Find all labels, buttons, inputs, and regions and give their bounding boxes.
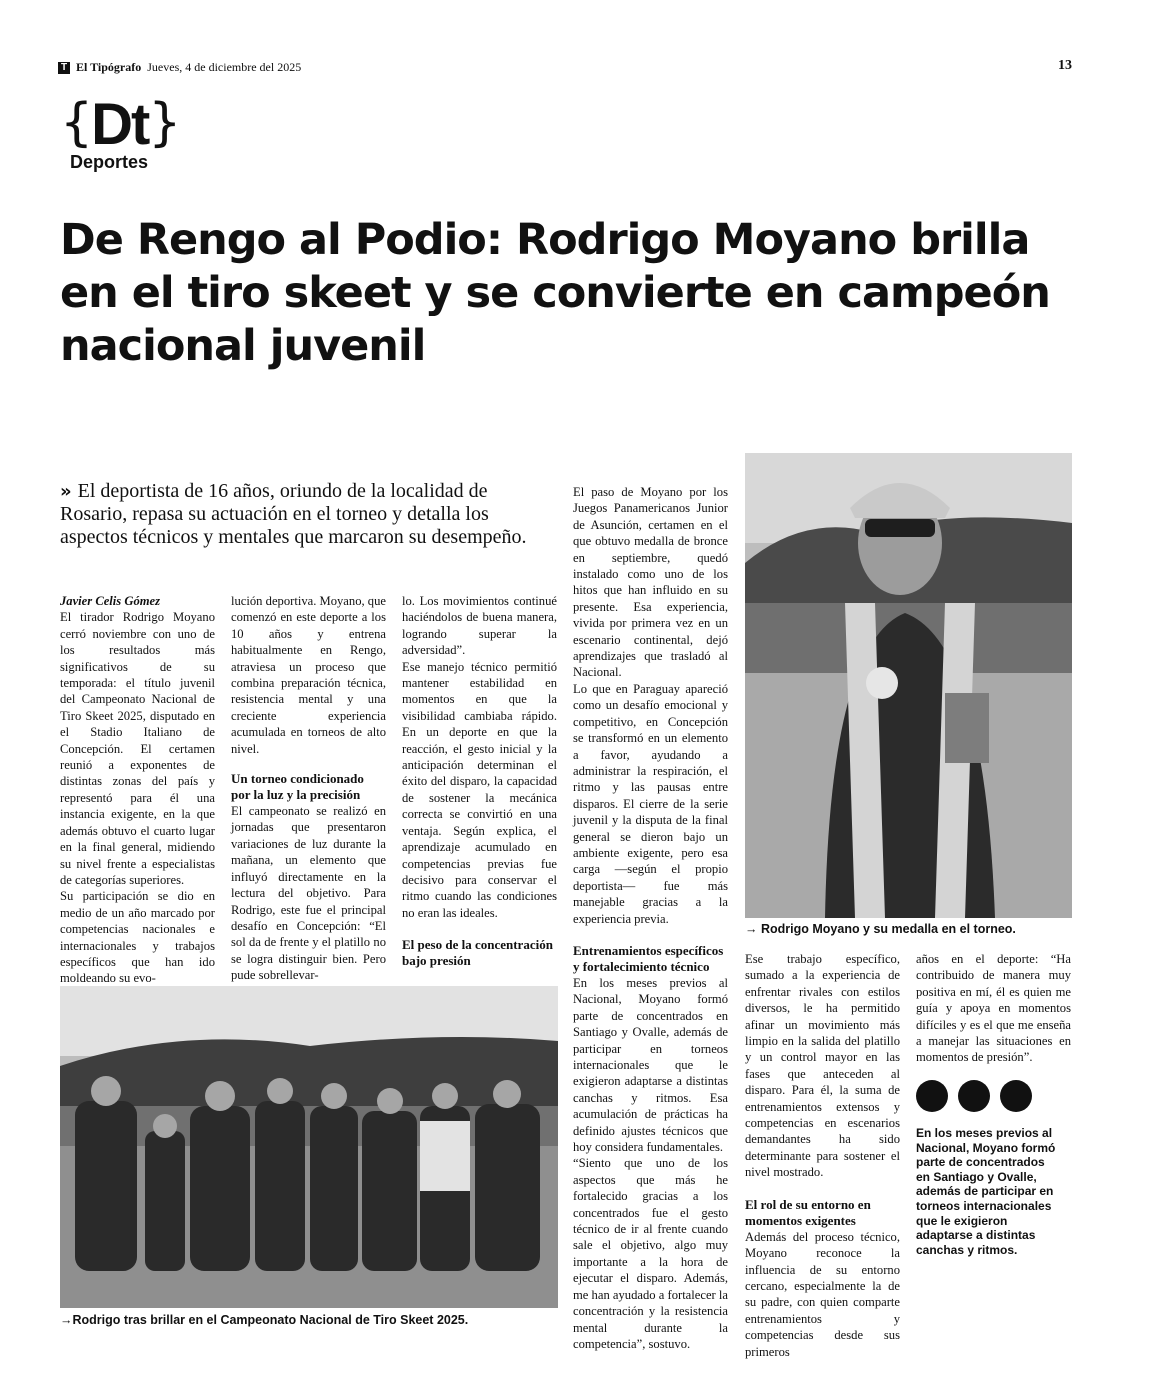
newspaper-logo-icon: T [58, 62, 70, 74]
page-number: 13 [1058, 58, 1072, 73]
article-column-3 [402, 593, 557, 969]
portrait-photo-graphic [745, 453, 1072, 918]
dot-icon [958, 1080, 990, 1112]
paragraph: En los meses previos al Nacional, Moyano formó parte de concentrados en Santiago y Ovalle, además de participar en torneos internacionales que le exigieron adaptarse a distintas canchas y ritmos. Esa acumulación de prácticas ha definido ajustes técnicos que hoy considera fundamentales. [573, 975, 728, 1155]
section-marker: {Dt} Deportes [60, 96, 220, 173]
subhead: Un torneo condicionado por la luz y la precisión [231, 771, 364, 803]
newspaper-name: El Tipógrafo [76, 60, 142, 74]
masthead [58, 60, 301, 75]
article-column-2 [231, 593, 386, 984]
article-column-1 [60, 593, 215, 987]
dot-icon [1000, 1080, 1032, 1112]
section-name: Deportes [70, 152, 149, 172]
arrow-right-icon: → [745, 922, 758, 936]
article-column-4 [573, 484, 728, 1352]
group-photo [60, 986, 558, 1308]
paragraph: El tirador Rodrigo Moyano cerró noviembre con uno de los resultados más significativos de su temporada: el título juvenil del Campeonato Nacional de Tiro Skeet 2025, disputado en el Stadio Italiano de Concepción. El certamen reunió a exponentes de distintas zonas del país y representó para él una instancia exigente, en la que además obtuvo el cuarto lugar en la final general, midiendo su nivel frente a especialistas de categorías superiores. [60, 610, 215, 887]
paragraph: El paso de Moyano por los Juegos Panamericanos Junior de Asunción, certamen en el que obtuvo medalla de bronce en septiembre, quedó instalado como uno de los hitos que han influido en su presente. Esa experiencia, vivida por primera vez en un escenario continental, dejó aprendizajes que trasladó al Nacional. [573, 485, 728, 680]
subhead: El peso de la concentración bajo presión [402, 937, 553, 969]
headline: De Rengo al Podio: Rodrigo Moyano brilla en el tiro skeet y se convierte en campeón nacional juvenil [60, 215, 1050, 371]
paragraph: lo. Los movimientos continué haciéndolos de buena manera, logrando superar la adversidad”. [402, 594, 557, 658]
double-chevron-icon: » [60, 481, 72, 502]
issue-date: Jueves, 4 de diciembre del 2025 [147, 60, 302, 74]
paragraph: “Siento que uno de los aspectos que más he fortalecido gracias a los concentrados fue el gesto técnico de ir al frente cuando sale el objetivo, algo muy importante a la hora de ejecutar el disparo. Además, me han ayudado a fortalecer la concentración y la resistencia mental durante la competencia”, sostuvo. [573, 1156, 728, 1351]
paragraph: Lo que en Paraguay apareció como un desafío emocional y competitivo, en Concepción se transformó en un elemento a favor, ayudando a administrar la respiración, el ritmo y las pausas entre disparos. El cierre de la serie juvenil y la disputa de la final general se dieron bajo un ambiente exigente, pero esa carga —según el propio deportista— fue más manejable gracias a la experiencia previa. [573, 681, 728, 926]
article-column-5 [745, 951, 900, 1360]
portrait-photo [745, 453, 1072, 918]
paragraph: Ese trabajo específico, sumado a la experiencia de enfrentar rivales con estilos diversos, le ha permitido afinar un movimiento más limpio en la salida del platillo y un control mayor en las fases que anteceden al disparo. Para él, la suma de entrenamientos extensos y competencias en escenarios demandantes ha sido determinante para sostener el nivel mostrado. [745, 952, 900, 1180]
paragraph: Su participación se dio en medio de un año marcado por competencias nacionales e internacionales y trabajos específicos que han ido moldeando su evo- [60, 889, 215, 986]
group-photo-graphic [60, 986, 558, 1308]
arrow-right-icon: → [60, 1313, 73, 1327]
section-code: Dt [91, 92, 149, 157]
portrait-caption: → Rodrigo Moyano y su medalla en el torneo. [745, 922, 1016, 936]
article-column-6 [916, 951, 1071, 1066]
subhead: El rol de su entorno en momentos exigentes [745, 1196, 871, 1228]
paragraph: Ese manejo técnico permitió mantener estabilidad en momentos en que la visibilidad cambiaba rápido. En un deporte en que la reacción, el gesto inicial y la anticipación determinan el éxito del disparo, la capacidad de sostener la mecánica correcta se convirtió en una ventaja. Según explica, el aprendizaje acumulado en competencias previas fue decisivo para conservar el ritmo cuando las condiciones no eran las ideales. [402, 659, 557, 920]
byline: Javier Celis Gómez [60, 594, 161, 608]
subhead: Entrenamientos específicos y fortalecimiento técnico [573, 942, 724, 974]
paragraph: lución deportiva. Moyano, que comenzó en este deporte a los 10 años y entrena habitualmente en Rengo, atraviesa un proceso que combina preparación técnica, resistencia mental y una creciente experiencia acumulada en torneos de alto nivel. [231, 594, 386, 756]
paragraph: años en el deporte: “Ha contribuido de manera muy positiva en mí, él es quien me guía y apoya en momentos difíciles y es el que me enseña a manejar las situaciones en momentos de presión”. [916, 952, 1071, 1065]
lede-text: El deportista de 16 años, oriundo de la localidad de Rosario, repasa su actuación en el torneo y detalla los aspectos técnicos y mentales que marcaron su desempeño. [60, 480, 527, 548]
group-caption: →Rodrigo tras brillar en el Campeonato Nacional de Tiro Skeet 2025. [60, 1313, 469, 1327]
pull-quote-dots [916, 1080, 1032, 1112]
paragraph: El campeonato se realizó en jornadas que presentaron variaciones de luz durante la mañana, un elemento que influyó directamente en la lectura del objetivo. Para Rodrigo, este fue el principal desafío en Concepción: “El sol da de frente y el platillo no se logra distinguir bien. Pero pude sobrellevar- [231, 804, 386, 983]
pull-quote: En los meses previos al Nacional, Moyano formó parte de concentrados en Santiago y Ovalle, además de participar en torneos internacionales que le exigieron adaptarse a distintas canchas y ritmos. [916, 1126, 1056, 1257]
lede [60, 480, 530, 549]
dot-icon [916, 1080, 948, 1112]
paragraph: Además del proceso técnico, Moyano reconoce la influencia de su entorno cercano, especialmente la de su padre, con quien comparte entrenamientos y competencias desde sus primeros [745, 1229, 900, 1359]
